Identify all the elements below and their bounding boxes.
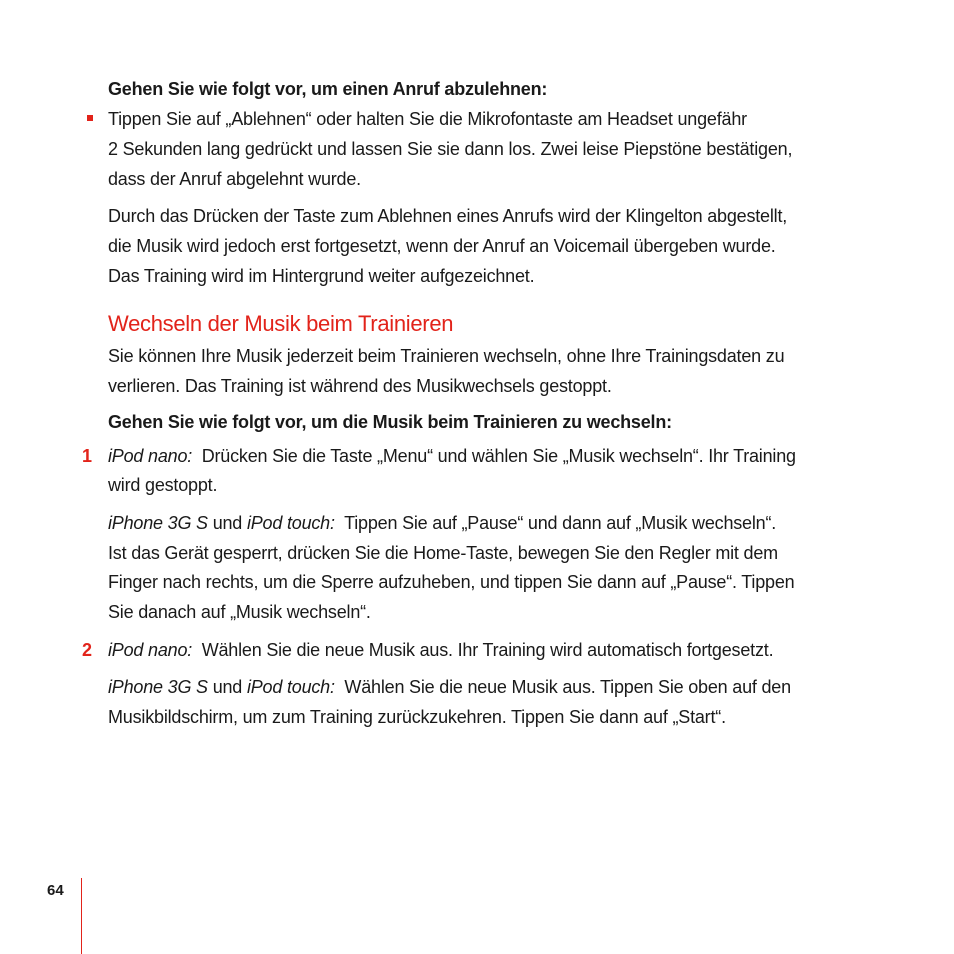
device-label: iPod touch:: [246, 677, 335, 697]
instruction-change-music: Gehen Sie wie folgt vor, um die Musik beim Trainieren zu wechseln:: [108, 412, 672, 432]
section-heading: Wechseln der Musik beim Trainieren: [108, 311, 454, 336]
step-line: Finger nach rechts, um die Sperre aufzuheben, und tippen Sie dann auf „Pause“. Tippen: [108, 572, 795, 592]
bullet-marker: [87, 115, 93, 121]
step-text: Wählen Sie die neue Musik aus. Ihr Training wird automatisch fortgesetzt.: [201, 640, 774, 660]
device-label: iPod nano:: [108, 446, 193, 466]
step-line: [108, 635, 773, 665]
intro-line: Sie können Ihre Musik jederzeit beim Trainieren wechseln, ohne Ihre Trainingsdaten zu: [108, 346, 785, 366]
instruction-decline-call: Gehen Sie wie folgt vor, um einen Anruf abzulehnen:: [108, 79, 548, 99]
step-line: wird gestoppt.: [108, 475, 218, 495]
step-line: [108, 441, 796, 471]
paragraph-line: die Musik wird jedoch erst fortgesetzt, wenn der Anruf an Voicemail übergeben wurde.: [108, 236, 776, 256]
conjunction: und: [212, 677, 243, 697]
bullet-line: dass der Anruf abgelehnt wurde.: [108, 169, 361, 189]
page-number: 64: [47, 882, 64, 899]
device-label: iPhone 3G S: [108, 513, 208, 533]
bullet-line: 2 Sekunden lang gedrückt und lassen Sie sie dann los. Zwei leise Piepstöne bestätigen,: [108, 139, 793, 159]
conjunction: und: [212, 513, 243, 533]
footer-rule: [81, 878, 82, 954]
paragraph-line: Durch das Drücken der Taste zum Ablehnen eines Anrufs wird der Klingelton abgestellt,: [108, 206, 788, 226]
device-label: iPod nano:: [108, 640, 193, 660]
step-text: Tippen Sie auf „Pause“ und dann auf „Musik wechseln“.: [344, 513, 777, 533]
step-number: 1: [82, 446, 93, 466]
step-number: 2: [82, 640, 93, 660]
step-line: Sie danach auf „Musik wechseln“.: [108, 602, 371, 622]
paragraph-line: Das Training wird im Hintergrund weiter aufgezeichnet.: [108, 266, 535, 286]
step-line: Musikbildschirm, um zum Training zurückzukehren. Tippen Sie dann auf „Start“.: [108, 707, 726, 727]
step-text: Wählen Sie die neue Musik aus. Tippen Sie oben auf den: [344, 677, 791, 697]
step-line: Ist das Gerät gesperrt, drücken Sie die Home-Taste, bewegen Sie den Regler mit dem: [108, 543, 778, 563]
device-label: iPod touch:: [246, 513, 335, 533]
step-text: Drücken Sie die Taste „Menu“ und wählen Sie „Musik wechseln“. Ihr Training: [201, 446, 796, 466]
step-line: [108, 672, 791, 702]
device-label: iPhone 3G S: [108, 677, 208, 697]
step-line: [108, 508, 776, 538]
intro-line: verlieren. Das Training ist während des Musikwechsels gestoppt.: [108, 376, 612, 396]
bullet-line: Tippen Sie auf „Ablehnen“ oder halten Sie die Mikrofontaste am Headset ungefähr: [108, 109, 747, 129]
